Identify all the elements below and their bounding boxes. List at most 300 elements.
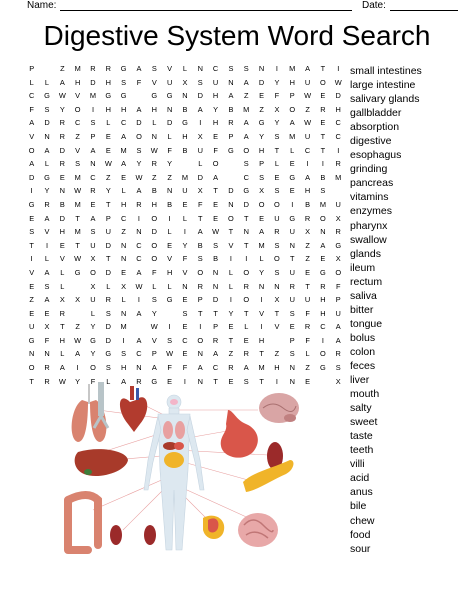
grid-cell: W bbox=[135, 172, 143, 182]
grid-cell: C bbox=[182, 335, 188, 345]
grid-cell: R bbox=[289, 281, 295, 291]
grid-cell: T bbox=[320, 131, 326, 141]
grid-cell: D bbox=[44, 118, 50, 128]
grid-cell: W bbox=[334, 77, 342, 87]
grid-cell: Y bbox=[90, 322, 96, 332]
grid-cell: M bbox=[74, 172, 81, 182]
grid-cell: D bbox=[243, 199, 249, 209]
word-list-item: liver bbox=[350, 374, 370, 387]
grid-row bbox=[24, 89, 346, 103]
grid-cell: E bbox=[182, 349, 188, 359]
grid-cell: I bbox=[337, 145, 340, 155]
grid-cell: L bbox=[274, 159, 279, 169]
grid-cell bbox=[177, 157, 192, 171]
grid-cell: G bbox=[258, 118, 265, 128]
grid-cell: H bbox=[258, 335, 265, 345]
grid-cell: X bbox=[305, 227, 311, 237]
grid-cell: S bbox=[228, 64, 234, 73]
grid-row bbox=[24, 130, 346, 144]
grid-cell: L bbox=[228, 281, 233, 291]
grid-cell: O bbox=[258, 199, 265, 209]
grid-cell: Y bbox=[274, 77, 280, 87]
grid-cell: U bbox=[335, 199, 341, 209]
grid-cell: T bbox=[274, 308, 280, 318]
grid-cell: O bbox=[90, 267, 96, 277]
grid-cell: L bbox=[290, 145, 295, 155]
grid-cell: G bbox=[182, 118, 188, 128]
grid-cell: I bbox=[199, 118, 202, 128]
word-list-item: grinding bbox=[350, 163, 388, 176]
grid-cell: F bbox=[167, 145, 172, 155]
grid-cell: M bbox=[289, 131, 296, 141]
grid-cell: H bbox=[105, 104, 111, 114]
grid-row bbox=[24, 320, 346, 334]
grid-cell: E bbox=[182, 199, 188, 209]
grid-row bbox=[24, 171, 346, 185]
grid-cell: V bbox=[167, 64, 173, 73]
grid-cell: Z bbox=[60, 64, 65, 73]
grid-cell: C bbox=[136, 240, 142, 250]
pancreas-icon bbox=[243, 460, 293, 492]
grid-cell: I bbox=[122, 335, 125, 345]
grid-cell: F bbox=[182, 363, 188, 373]
grid-cell: O bbox=[197, 267, 204, 277]
grid-cell: P bbox=[29, 64, 35, 73]
grid-cell: Y bbox=[228, 308, 234, 318]
grid-cell: P bbox=[90, 131, 96, 141]
grid-cell: I bbox=[137, 295, 140, 305]
grid-cell: N bbox=[243, 227, 249, 237]
grid-cell: A bbox=[197, 104, 203, 114]
grid-cell: V bbox=[228, 240, 234, 250]
grid-row bbox=[24, 144, 346, 158]
grid-cell: T bbox=[228, 227, 234, 237]
grid-cell: I bbox=[30, 186, 33, 196]
grid-cell: R bbox=[304, 213, 311, 223]
grid-cell: S bbox=[44, 104, 50, 114]
grid-cell: I bbox=[183, 376, 186, 386]
grid-row bbox=[24, 76, 346, 90]
grid-cell: H bbox=[212, 118, 219, 128]
grid-cell: E bbox=[259, 91, 265, 101]
grid-row bbox=[24, 280, 346, 294]
grid-cell: N bbox=[197, 64, 203, 73]
grid-cell: X bbox=[335, 376, 341, 386]
grid-cell: A bbox=[136, 104, 142, 114]
grid-cell: M bbox=[289, 64, 296, 73]
grid-cell: R bbox=[320, 104, 326, 114]
grid-cell: S bbox=[90, 227, 96, 237]
grid-cell: E bbox=[305, 376, 311, 386]
grid-cell: P bbox=[335, 295, 341, 305]
grid-cell: X bbox=[259, 186, 265, 196]
grid-cell: O bbox=[243, 145, 250, 155]
grid-cell: R bbox=[136, 199, 142, 209]
page-title: Digestive System Word Search bbox=[43, 20, 431, 51]
word-list-item: teeth bbox=[350, 444, 374, 457]
grid-cell: D bbox=[90, 77, 96, 87]
grid-cell: N bbox=[120, 254, 127, 264]
grid-cell: E bbox=[59, 172, 65, 182]
grid-cell: D bbox=[59, 145, 65, 155]
grid-cell: W bbox=[304, 91, 312, 101]
grid-cell: I bbox=[168, 213, 171, 223]
grid-cell: R bbox=[243, 349, 249, 359]
grid-row bbox=[24, 347, 346, 361]
grid-cell: T bbox=[320, 145, 326, 155]
grid-cell: G bbox=[243, 186, 250, 196]
grid-cell: L bbox=[167, 131, 172, 141]
grid-cell: H bbox=[320, 308, 326, 318]
word-list-item: tongue bbox=[350, 317, 383, 330]
grid-cell: N bbox=[136, 227, 142, 237]
grid-cell: T bbox=[244, 213, 249, 223]
grid-cell: C bbox=[212, 363, 219, 373]
grid-cell: D bbox=[212, 295, 219, 305]
grid-cell: T bbox=[106, 199, 111, 209]
word-list-item: salty bbox=[350, 402, 372, 415]
grid-cell: L bbox=[60, 349, 65, 359]
grid-cell: Z bbox=[152, 172, 157, 182]
grid-cell: P bbox=[289, 91, 295, 101]
grid-row bbox=[24, 307, 346, 321]
grid-cell: E bbox=[44, 308, 50, 318]
grid-cell: C bbox=[28, 91, 35, 101]
grid-cell: Z bbox=[305, 240, 310, 250]
grid-cell: G bbox=[120, 64, 127, 73]
grid-cell: E bbox=[243, 335, 249, 345]
grid-cell: E bbox=[59, 240, 65, 250]
grid-cell: G bbox=[320, 267, 326, 277]
word-list-item: small intestines bbox=[350, 65, 422, 77]
grid-cell: U bbox=[289, 295, 295, 305]
word-list-item: esophagus bbox=[350, 149, 402, 162]
grid-cell: G bbox=[151, 376, 158, 386]
grid-cell: Y bbox=[167, 159, 173, 169]
grid-cell: Y bbox=[105, 186, 111, 196]
grid-cell: A bbox=[44, 213, 50, 223]
heart-icon bbox=[120, 386, 147, 432]
grid-cell: N bbox=[90, 159, 96, 169]
grid-cell: L bbox=[182, 213, 187, 223]
word-list-item: saliva bbox=[350, 289, 377, 302]
grid-cell: Y bbox=[182, 240, 188, 250]
grid-cell: N bbox=[289, 240, 295, 250]
grid-cell: O bbox=[151, 213, 158, 223]
grid-cell: U bbox=[304, 295, 311, 305]
grid-cell: F bbox=[136, 77, 142, 87]
grid-cell: L bbox=[106, 376, 111, 386]
word-list-item: bile bbox=[350, 500, 367, 513]
grid-cell: L bbox=[60, 267, 65, 277]
word-list-item: sweet bbox=[350, 416, 378, 429]
grid-row bbox=[24, 212, 346, 226]
grid-cell: A bbox=[305, 172, 311, 182]
grid-cell: L bbox=[167, 281, 172, 291]
grid-cell: H bbox=[258, 145, 265, 155]
grid-cell: T bbox=[305, 281, 310, 291]
grid-row bbox=[24, 157, 346, 171]
grid-cell: X bbox=[90, 281, 96, 291]
word-list-item: swallow bbox=[350, 233, 387, 246]
grid-cell: T bbox=[274, 145, 280, 155]
grid-cell: L bbox=[44, 159, 50, 169]
grid-cell: C bbox=[74, 118, 81, 128]
grid-cell: Y bbox=[90, 349, 96, 359]
grid-cell: A bbox=[90, 213, 96, 223]
grid-cell: A bbox=[121, 159, 127, 169]
grid-cell: N bbox=[258, 64, 265, 73]
grid-cell: O bbox=[136, 131, 142, 141]
grid-cell: O bbox=[243, 295, 250, 305]
grid-cell: A bbox=[44, 145, 50, 155]
grid-cell: T bbox=[60, 322, 65, 332]
grid-cell: A bbox=[289, 118, 295, 128]
grid-cell: I bbox=[91, 104, 94, 114]
grid-cell: L bbox=[182, 64, 187, 73]
grid-cell: I bbox=[321, 159, 324, 169]
grid-cell: R bbox=[136, 376, 142, 386]
grid-cell: E bbox=[320, 91, 326, 101]
grid-cell: H bbox=[120, 199, 127, 209]
grid-cell: W bbox=[166, 349, 174, 359]
grid-cell: D bbox=[197, 91, 203, 101]
grid-cell: Y bbox=[259, 267, 265, 277]
word-list-item: rectum bbox=[350, 275, 383, 288]
grid-cell: I bbox=[260, 322, 263, 332]
grid-cell: A bbox=[213, 172, 219, 182]
word-list-item: ileum bbox=[350, 261, 376, 274]
grid-cell: X bbox=[90, 254, 96, 264]
grid-cell: A bbox=[29, 118, 35, 128]
grid-cell: F bbox=[305, 308, 310, 318]
grid-cell: E bbox=[259, 213, 265, 223]
grid-cell: P bbox=[289, 335, 295, 345]
grid-cell: A bbox=[136, 308, 142, 318]
word-list-item: large intestine bbox=[350, 79, 416, 92]
grid-cell: O bbox=[243, 267, 250, 277]
grid-cell: Y bbox=[44, 186, 50, 196]
grid-cell: C bbox=[243, 172, 249, 182]
grid-cell: E bbox=[90, 199, 96, 209]
grid-cell: A bbox=[335, 322, 341, 332]
grid-cell: B bbox=[182, 104, 188, 114]
grid-cell: Y bbox=[259, 131, 265, 141]
grid-cell: S bbox=[105, 308, 111, 318]
grid-cell: Z bbox=[259, 104, 264, 114]
grid-cell: X bbox=[44, 322, 50, 332]
grid-cell: P bbox=[259, 159, 265, 169]
grid-cell: T bbox=[198, 308, 203, 318]
grid-cell: I bbox=[76, 363, 79, 373]
grid-cell: U bbox=[289, 267, 295, 277]
grid-cell: S bbox=[274, 240, 280, 250]
grid-cell: D bbox=[59, 213, 65, 223]
grid-row bbox=[24, 239, 346, 253]
grid-cell: H bbox=[59, 335, 65, 345]
grid-cell: A bbox=[44, 295, 50, 305]
grid-cell: N bbox=[320, 227, 326, 237]
grid-cell: N bbox=[44, 131, 50, 141]
grid-cell: F bbox=[152, 267, 157, 277]
date-label: Date: bbox=[362, 0, 386, 11]
grid-cell: F bbox=[335, 281, 341, 291]
grid-cell: G bbox=[320, 363, 326, 373]
grid-cell: T bbox=[213, 376, 218, 386]
digestive-organs-illustration bbox=[58, 380, 348, 560]
grid-cell: A bbox=[75, 349, 81, 359]
grid-cell: N bbox=[197, 376, 203, 386]
grid-cell: E bbox=[320, 118, 326, 128]
grid-row bbox=[24, 116, 346, 130]
word-list-item: bitter bbox=[350, 303, 374, 316]
grid-cell: V bbox=[29, 267, 35, 277]
grid-cell: I bbox=[45, 240, 49, 250]
grid-cell: U bbox=[105, 227, 111, 237]
grid-cell: A bbox=[259, 227, 265, 237]
grid-cell: P bbox=[197, 295, 203, 305]
grid-cell: S bbox=[167, 335, 173, 345]
grid-cell: A bbox=[136, 335, 142, 345]
grid-cell: O bbox=[228, 213, 234, 223]
grid-cell: N bbox=[182, 281, 188, 291]
grid-cell bbox=[131, 320, 146, 334]
grid-cell: M bbox=[319, 199, 326, 209]
grid-cell: C bbox=[335, 131, 341, 141]
grid-cell: R bbox=[44, 363, 50, 373]
grid-row bbox=[24, 293, 346, 307]
grid-cell: H bbox=[304, 186, 311, 196]
grid-cell: H bbox=[212, 91, 219, 101]
grid-cell: U bbox=[90, 295, 96, 305]
grid-cell: A bbox=[243, 118, 249, 128]
grid-cell: U bbox=[90, 240, 96, 250]
grid-cell: G bbox=[28, 199, 35, 209]
grid-cell: Y bbox=[59, 104, 65, 114]
grid-cell: R bbox=[44, 376, 50, 386]
grid-cell: D bbox=[335, 91, 341, 101]
grid-cell: A bbox=[90, 145, 96, 155]
grid-cell: V bbox=[151, 77, 157, 87]
grid-row bbox=[24, 334, 346, 348]
grid-cell: O bbox=[274, 199, 280, 209]
grid-cell: E bbox=[105, 145, 111, 155]
grid-cell: A bbox=[243, 363, 249, 373]
grid-cell: S bbox=[136, 145, 142, 155]
grid-cell: Z bbox=[75, 131, 80, 141]
grid-cell: S bbox=[289, 349, 295, 359]
grid-cell: A bbox=[59, 77, 65, 87]
grid-cell: O bbox=[274, 254, 280, 264]
grid-cell: T bbox=[259, 376, 264, 386]
grid-cell: Z bbox=[244, 91, 249, 101]
grid-cell: W bbox=[150, 145, 158, 155]
grid-cell: F bbox=[29, 104, 34, 114]
grid-cell: W bbox=[58, 91, 66, 101]
grid-cell: N bbox=[166, 104, 173, 114]
grid-cell: S bbox=[105, 363, 111, 373]
date-field[interactable] bbox=[390, 10, 458, 11]
word-list-item: anus bbox=[350, 486, 373, 499]
grid-cell: R bbox=[151, 159, 157, 169]
grid-cell: I bbox=[30, 254, 33, 264]
grid-cell: E bbox=[228, 322, 234, 332]
grid-cell: I bbox=[321, 335, 324, 345]
grid-cell: S bbox=[44, 281, 50, 291]
intestine-icon bbox=[68, 495, 98, 550]
grid-cell: Z bbox=[106, 172, 111, 182]
grid-cell: G bbox=[228, 145, 234, 155]
grid-cell: B bbox=[197, 240, 203, 250]
word-list-item: glands bbox=[350, 247, 381, 260]
grid-cell: I bbox=[337, 64, 340, 73]
grid-cell: I bbox=[183, 227, 186, 237]
grid-cell: W bbox=[150, 322, 158, 332]
grid-cell: Z bbox=[228, 349, 234, 359]
grid-cell: O bbox=[197, 335, 204, 345]
grid-cell: I bbox=[260, 295, 263, 305]
grid-cell: R bbox=[59, 118, 65, 128]
small-intestine-icon bbox=[238, 513, 278, 547]
grid-cell: B bbox=[151, 186, 157, 196]
grid-cell: E bbox=[29, 213, 35, 223]
grid-cell: S bbox=[90, 118, 96, 128]
grid-cell: L bbox=[244, 322, 249, 332]
name-field[interactable] bbox=[60, 10, 352, 11]
grid-cell: H bbox=[335, 104, 341, 114]
grid-cell: B bbox=[228, 104, 234, 114]
grid-cell: I bbox=[137, 213, 140, 223]
grid-cell: N bbox=[136, 363, 142, 373]
grid-cell: F bbox=[213, 145, 218, 155]
grid-cell: B bbox=[167, 199, 173, 209]
grid-cell: G bbox=[120, 91, 127, 101]
name-label: Name: bbox=[27, 0, 57, 11]
word-list-item: taste bbox=[350, 430, 373, 443]
word-list-item: food bbox=[350, 528, 371, 541]
grid-cell: R bbox=[228, 363, 234, 373]
grid-cell: H bbox=[289, 77, 295, 87]
grid-cell: N bbox=[151, 131, 157, 141]
word-list-item: digestive bbox=[350, 135, 392, 148]
grid-cell: N bbox=[120, 308, 127, 318]
grid-cell: O bbox=[90, 363, 96, 373]
grid-cell: E bbox=[289, 186, 295, 196]
grid-row bbox=[24, 225, 346, 239]
grid-cell: O bbox=[28, 363, 35, 373]
grid-cell: X bbox=[335, 213, 341, 223]
grid-cell: T bbox=[213, 186, 218, 196]
grid-cell: E bbox=[105, 131, 111, 141]
grid-cell: E bbox=[182, 295, 188, 305]
grid-cell: L bbox=[90, 308, 96, 318]
grid-cell: Z bbox=[274, 349, 280, 359]
grid-cell: C bbox=[120, 118, 127, 128]
kidneys-pair-icon bbox=[110, 525, 156, 545]
grid-cell: T bbox=[29, 240, 34, 250]
grid-cell: I bbox=[275, 376, 278, 386]
grid-cell: R bbox=[197, 281, 203, 291]
bladder-icon bbox=[203, 516, 224, 539]
grid-cell: R bbox=[90, 186, 96, 196]
grid-cell: E bbox=[121, 172, 127, 182]
grid-cell: W bbox=[104, 159, 112, 169]
grid-cell: I bbox=[199, 322, 202, 332]
grid-cell: T bbox=[213, 308, 218, 318]
grid-cell: E bbox=[182, 322, 188, 332]
grid-cell: E bbox=[213, 199, 219, 209]
grid-row bbox=[24, 198, 346, 212]
